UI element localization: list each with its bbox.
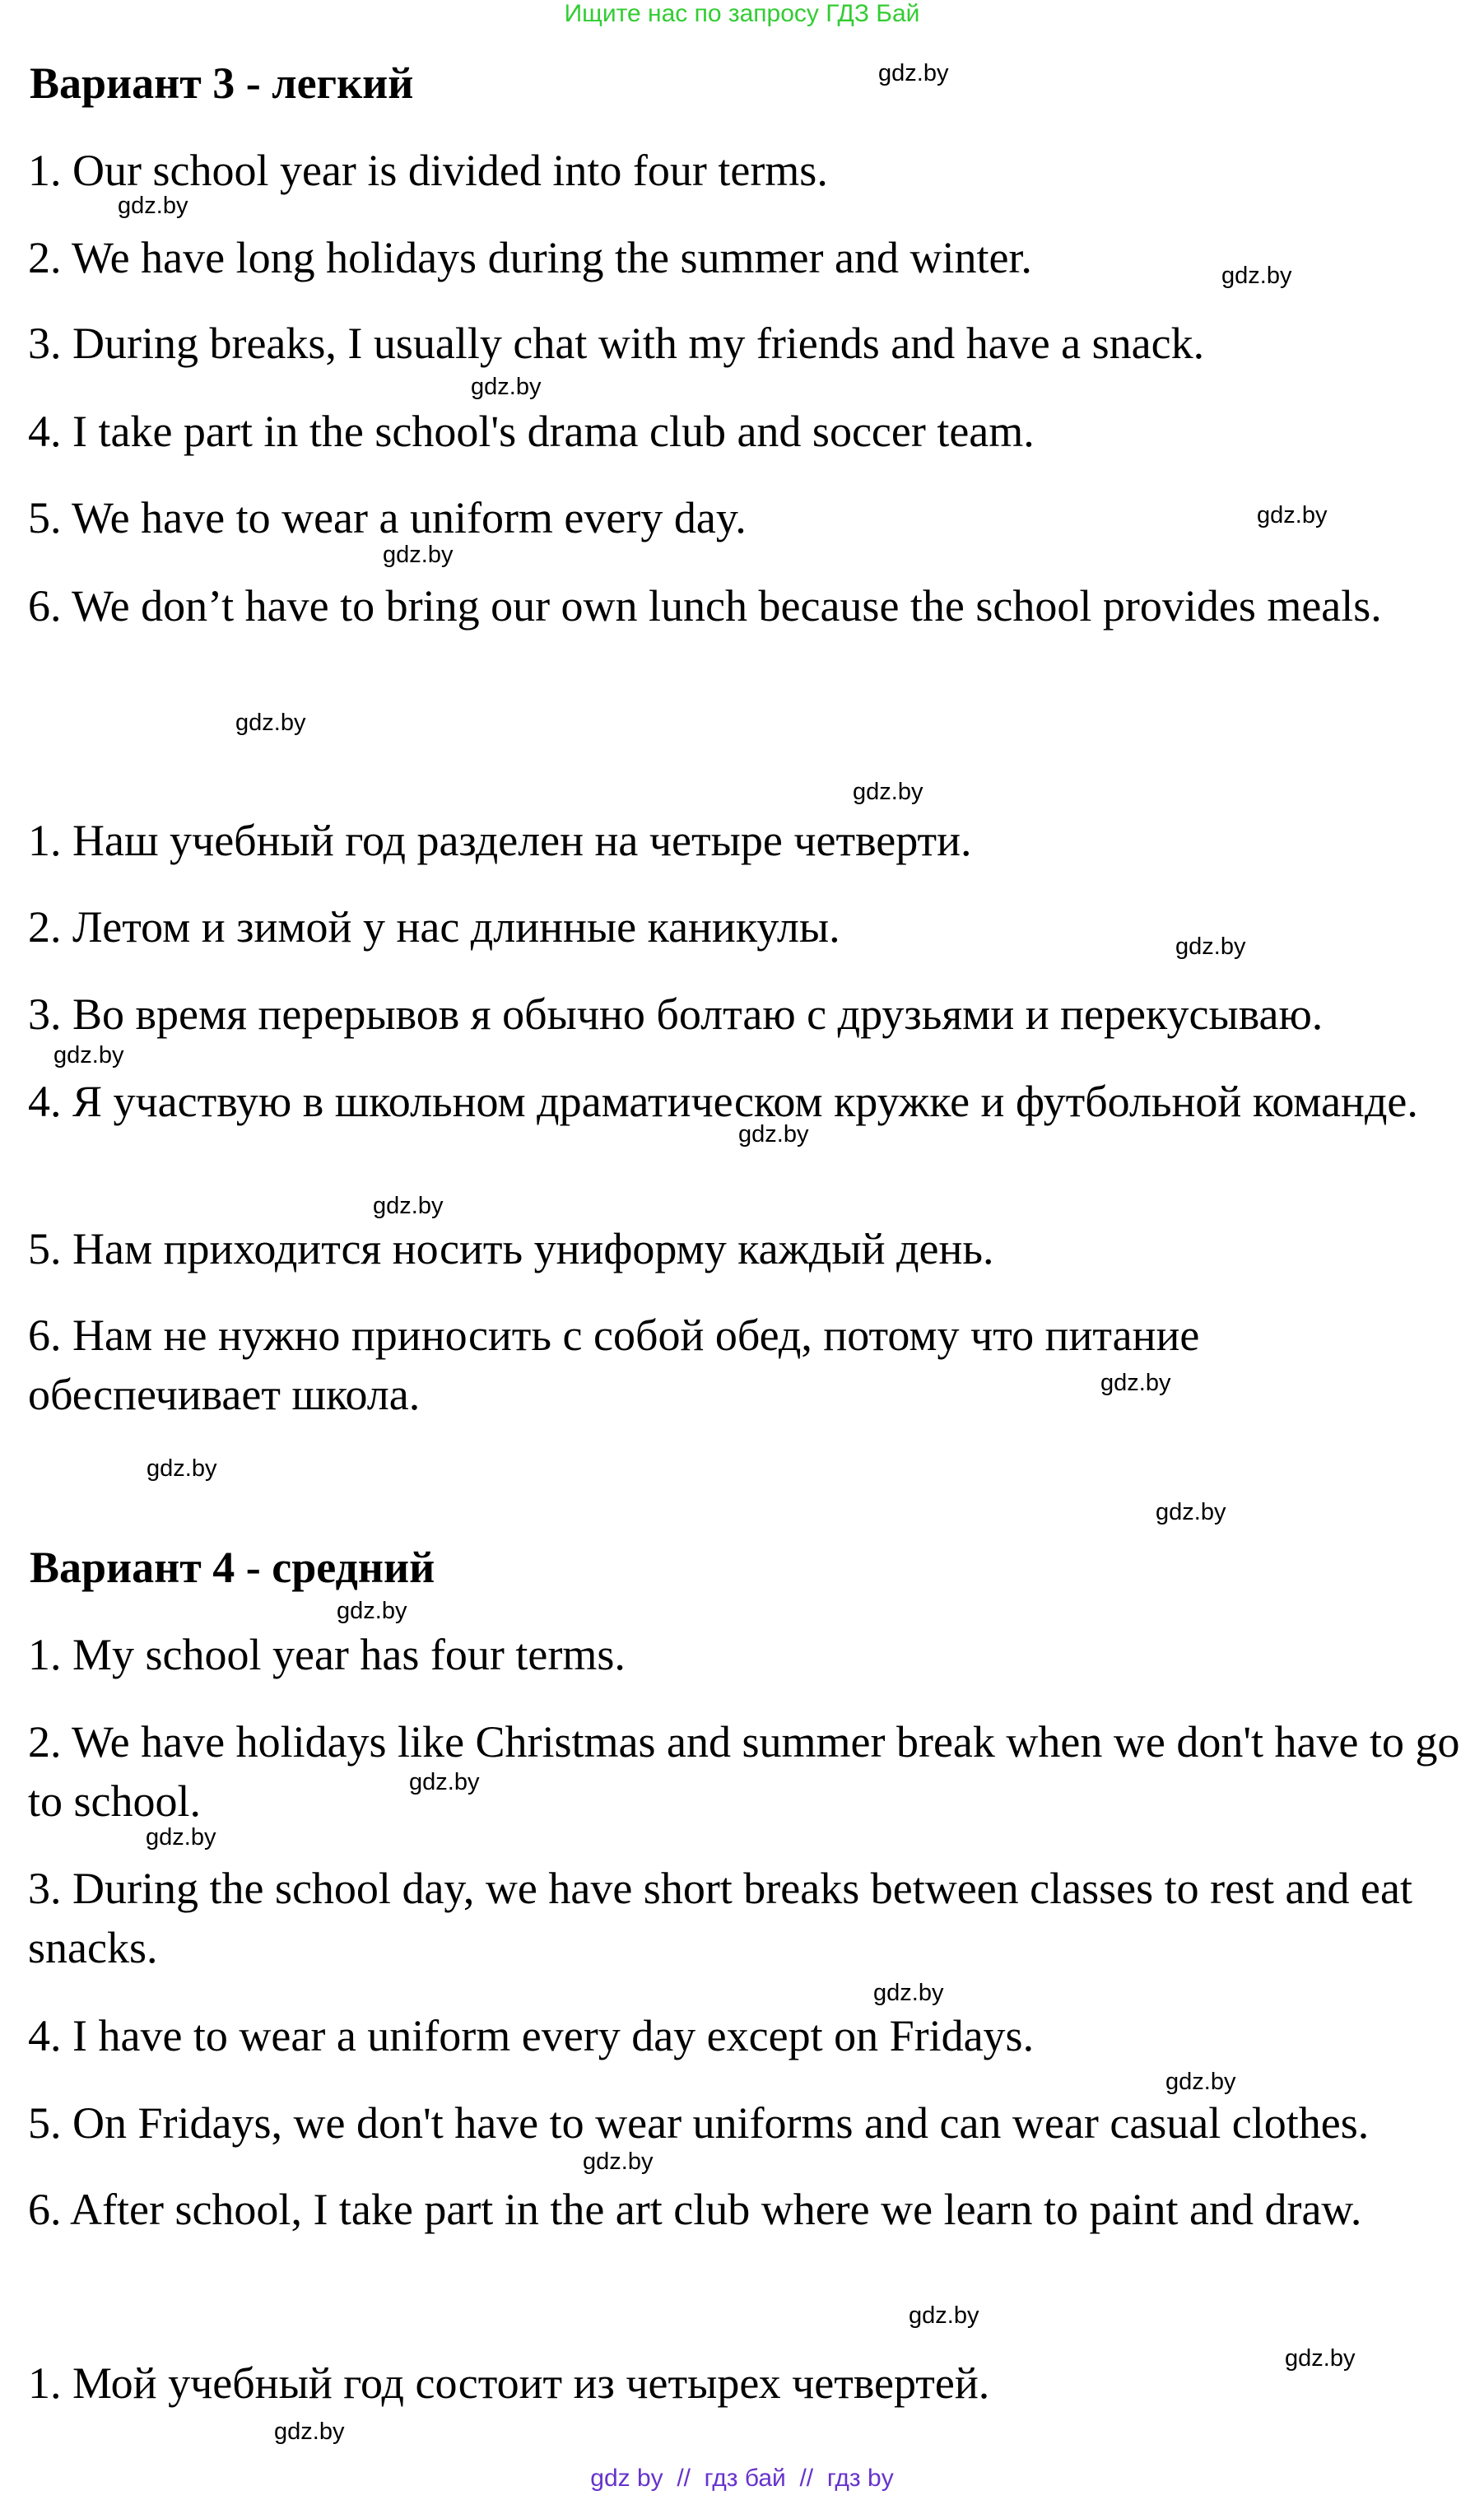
variant3-english-3: 3. During breaks, I usually chat with my friends and have a snack. — [28, 319, 1205, 368]
variant3-russian-1: 1. Наш учебный год разделен на четыре четверти. — [28, 816, 972, 865]
watermark: gdz.by — [583, 2149, 654, 2175]
watermark: gdz.by — [146, 1824, 216, 1851]
variant4-english-4: 4. I have to wear a uniform every day except on Fridays. — [28, 2011, 1035, 2060]
variant4-english-6: 6. After school, I take part in the art club where we learn to paint and draw. — [28, 2185, 1362, 2234]
variant4-english-1: 1. My school year has four terms. — [28, 1630, 626, 1679]
watermark: gdz.by — [909, 2302, 979, 2329]
watermark: gdz.by — [235, 710, 306, 736]
variant3-russian-5: 5. Нам приходится носить униформу каждый день. — [28, 1224, 994, 1273]
variant3-english-6: 6. We don’t have to bring our own lunch because the school provides meals. — [28, 581, 1382, 631]
watermark: gdz.by — [147, 1455, 217, 1482]
watermark: gdz.by — [738, 1121, 809, 1148]
watermark: gdz.by — [853, 779, 923, 805]
watermark: gdz.by — [118, 193, 188, 219]
variant3-english-1: 1. Our school year is divided into four terms. — [28, 146, 828, 195]
watermark: gdz.by — [337, 1598, 407, 1624]
variant4-english-3: 3. During the school day, we have short breaks between classes to rest and eat snacks. — [28, 1864, 1412, 1972]
watermark: gdz.by — [53, 1042, 124, 1068]
watermark: gdz.by — [1100, 1370, 1171, 1396]
top-banner[interactable]: Ищите нас по запросу ГДЗ Бай — [564, 0, 920, 27]
variant3-heading: Вариант 3 - легкий — [30, 58, 414, 108]
watermark: gdz.by — [383, 542, 454, 568]
watermark: gdz.by — [373, 1193, 444, 1219]
variant4-heading: Вариант 4 - средний — [30, 1543, 435, 1592]
variant3-english-4: 4. I take part in the school's drama club and soccer team. — [28, 407, 1035, 456]
watermark: gdz.by — [1257, 502, 1328, 528]
variant3-english-2: 2. We have long holidays during the summer and winter. — [28, 233, 1032, 282]
variant3-english-5: 5. We have to wear a uniform every day. — [28, 493, 747, 542]
variant4-english-5: 5. On Fridays, we don't have to wear uniforms and can wear casual clothes. — [28, 2098, 1370, 2148]
watermark: gdz.by — [1221, 263, 1292, 289]
watermark: gdz.by — [873, 1980, 944, 2006]
variant3-russian-3: 3. Во время перерывов я обычно болтаю с друзьями и перекусываю. — [28, 989, 1324, 1039]
watermark: gdz.by — [409, 1769, 480, 1795]
footer-links[interactable]: gdz by // гдз бай // гдз by — [590, 2465, 894, 2492]
watermark: gdz.by — [1156, 1499, 1226, 1525]
variant3-russian-2: 2. Летом и зимой у нас длинные каникулы. — [28, 902, 840, 952]
variant4-russian-1: 1. Мой учебный год состоит из четырех четвертей. — [28, 2358, 990, 2408]
watermark: gdz.by — [1175, 933, 1246, 960]
watermark: gdz.by — [878, 60, 949, 86]
watermark: gdz.by — [471, 374, 542, 400]
watermark: gdz.by — [1165, 2069, 1236, 2095]
variant3-russian-6: 6. Нам не нужно приносить с собой обед, потому что питание обеспечивает школа. — [28, 1311, 1200, 1419]
variant4-english-2: 2. We have holidays like Christmas and summer break when we don't have to go to school. — [28, 1717, 1460, 1826]
variant3-russian-4: 4. Я участвую в школьном драматическом кружке и футбольной команде. — [28, 1077, 1418, 1126]
watermark: gdz.by — [1285, 2345, 1356, 2372]
watermark: gdz.by — [274, 2419, 345, 2445]
